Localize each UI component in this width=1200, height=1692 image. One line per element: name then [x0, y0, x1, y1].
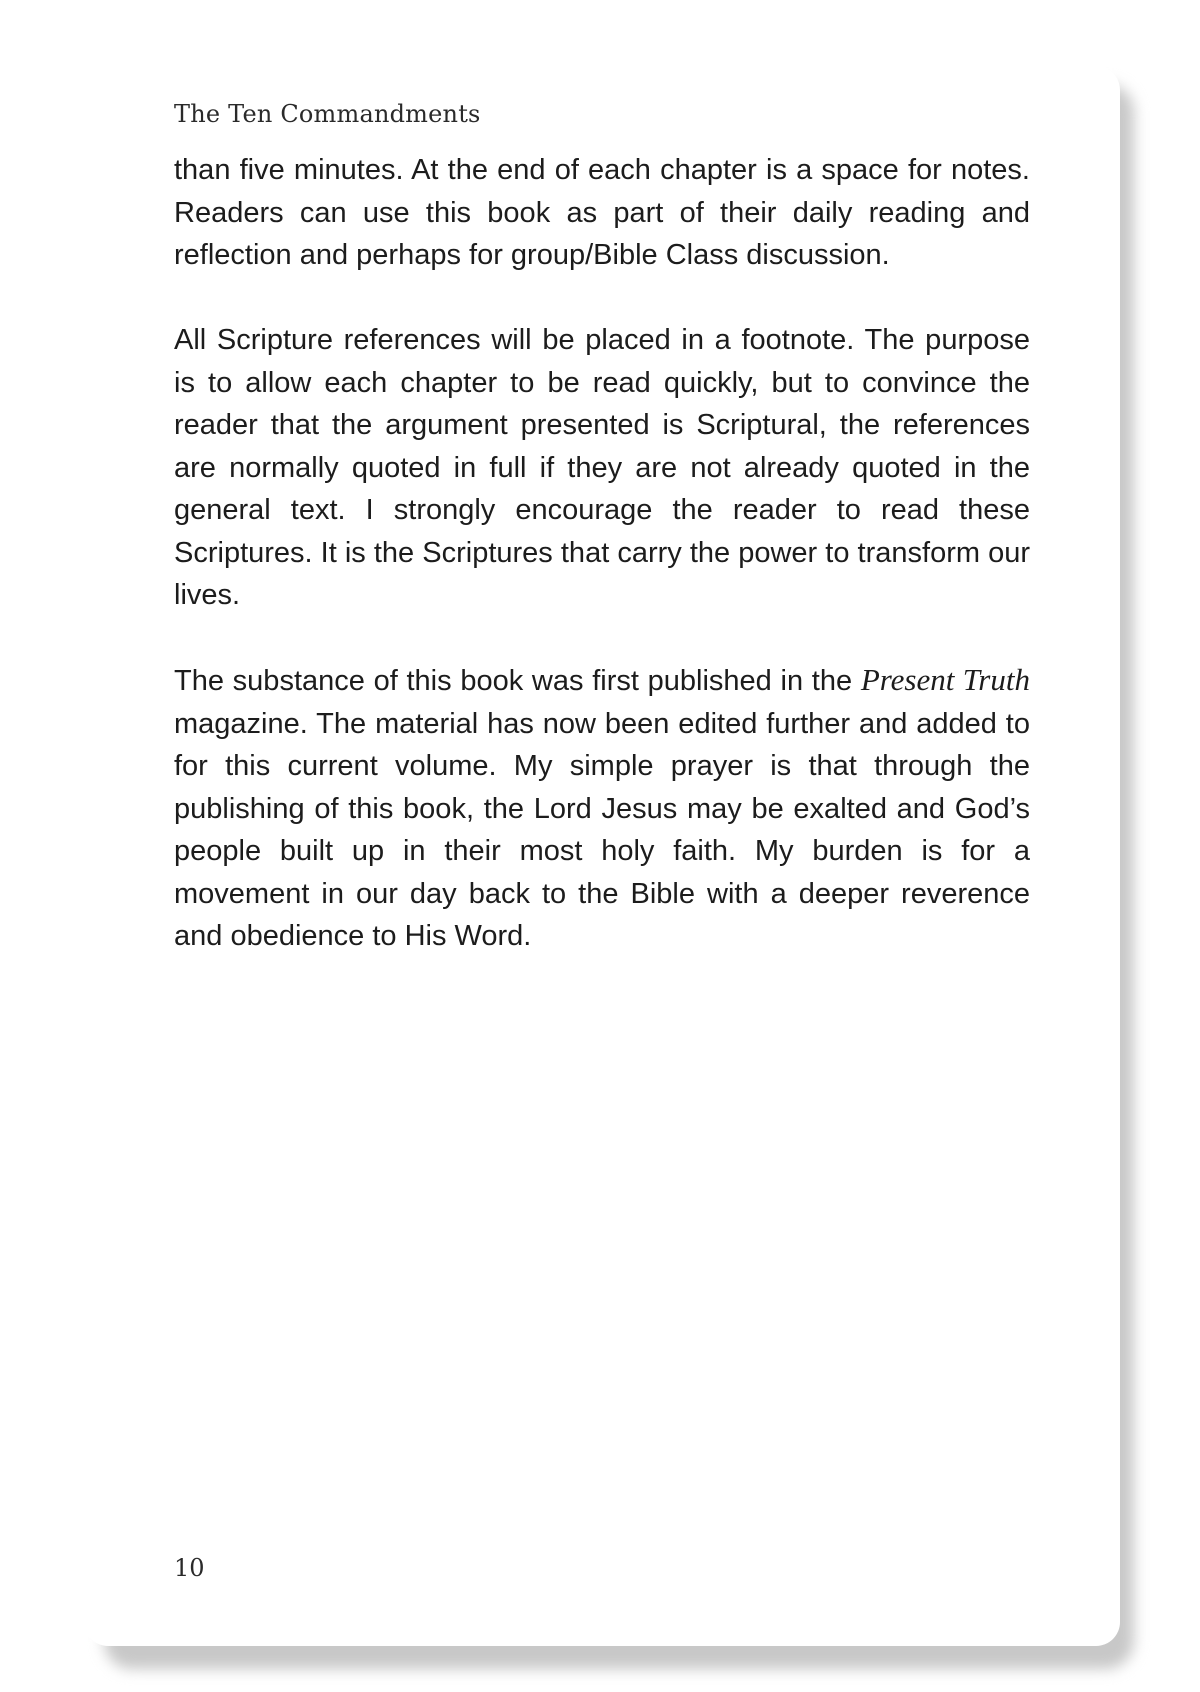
- paragraph-3-lead: The substance of this book was first published in the: [174, 665, 861, 697]
- magazine-title: Present Truth: [860, 662, 1030, 697]
- page-number: 10: [174, 1554, 205, 1582]
- paragraph-1: than five minutes. At the end of each chapter is a space for notes. Readers can use this book as part of their daily reading and reflection and perhaps for group/Bible Class discussion.: [174, 154, 1030, 271]
- paragraph-2: All Scripture references will be placed in a footnote. The purpose is to allow each chapter to be read quickly, but to convince the reader that the argument presented is Scriptural, the references are normally quoted in full if they are not already quoted in the general text. I strongly encourage the reader to read these Scriptures. It is the Scriptures that carry the power to transform our lives.: [174, 324, 1030, 611]
- paragraph-3: [174, 659, 1030, 958]
- running-head-title: The Ten Commandments: [174, 100, 481, 128]
- paragraph-3-rest: magazine. The material has now been edited further and added to for this current volume. My simple prayer is that through the publishing of this book, the Lord Jesus may be exalted and God’s people built up in their most holy faith. My burden is for a movement in our day back to the Bible with a deeper reverence and obedience to His Word.: [174, 707, 1030, 952]
- page-body: [174, 149, 1030, 1000]
